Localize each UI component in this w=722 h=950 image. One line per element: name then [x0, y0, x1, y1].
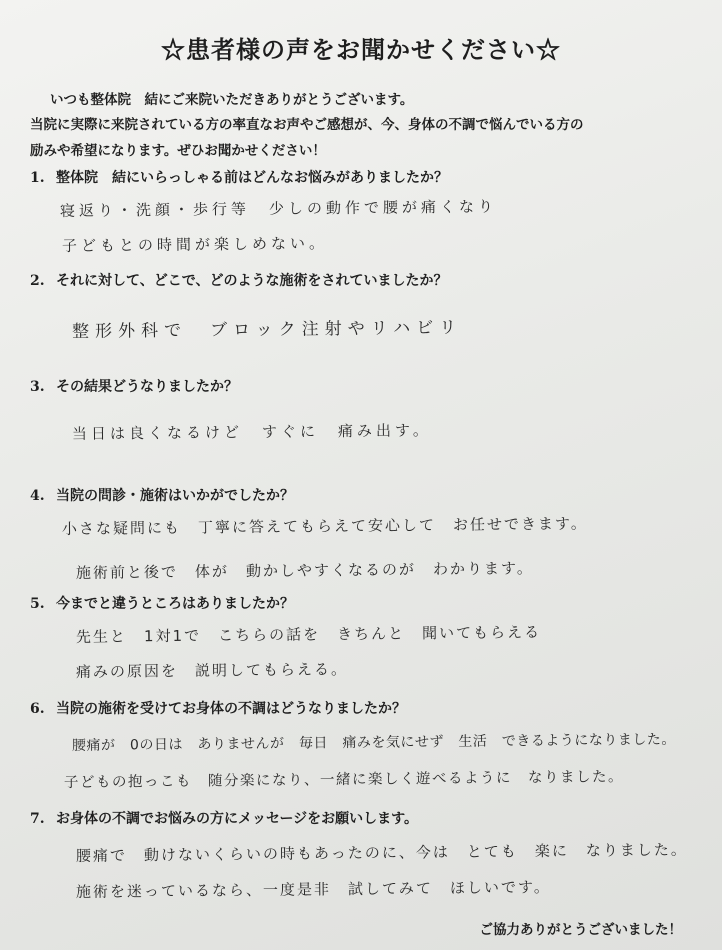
question-6	[30, 698, 406, 718]
question-number: 2.	[30, 273, 45, 289]
question-text: 整体院 結にいらっしゃる前はどんなお悩みがありましたか？	[56, 170, 448, 186]
answer-5-line-1: 先生と 1対1で こちらの話を きちんと 聞いてもらえる	[75, 623, 542, 646]
question-text: 当院の施術を受けてお身体の不調はどうなりましたか？	[56, 701, 406, 717]
page-title: ☆患者様の声をお聞かせください☆	[161, 35, 561, 64]
question-2	[30, 270, 447, 290]
question-3	[30, 376, 238, 396]
question-1	[30, 167, 448, 187]
intro-line-1: いつも整体院 結にご来院いただきありがとうございます。	[50, 92, 414, 108]
answer-2-line-1: 整形外科で ブロック注射やリハビリ	[71, 317, 463, 342]
question-number: 3.	[30, 379, 45, 395]
answer-1-line-2: 子どもとの時間が楽しめない。	[61, 234, 329, 255]
question-4	[30, 485, 294, 505]
question-number: 1.	[30, 170, 45, 186]
answer-5-line-2: 痛みの原因を 説明してもらえる。	[75, 660, 349, 681]
question-7	[30, 808, 418, 828]
intro-line-3: 励みや希望になります。ぜひお聞かせください！	[30, 143, 326, 159]
answer-4-line-2: 施術前と後で 体が 動かしやすくなるのが わかります。	[75, 559, 534, 582]
question-text: 当院の問診・施術はいかがでしたか？	[56, 488, 294, 504]
question-number: 4.	[30, 488, 45, 504]
closing-message: ご協力ありがとうございました！	[479, 922, 682, 938]
answer-7-line-1: 腰痛で 動けないくらいの時もあったのに、今は とても 楽に なりました。	[75, 840, 688, 865]
answer-3-line-1: 当日は良くなるけど すぐに 痛み出す。	[71, 421, 432, 443]
question-text: 今までと違うところはありましたか？	[56, 596, 294, 612]
question-text: お身体の不調でお悩みの方にメッセージをお願いします。	[56, 811, 419, 827]
intro-line-2: 当院に実際に来院されている方の率直なお声やご感想が、今、身体の不調で悩んでいる方の	[30, 117, 584, 133]
answer-6-line-1: 腰痛が 0の日は ありませんが 毎日 痛みを気にせず 生活 できるようになりました。	[71, 731, 676, 754]
question-text: その結果どうなりましたか？	[56, 379, 238, 395]
answer-1-line-1: 寝返り・洗顔・歩行等 少しの動作で腰が痛くなり	[59, 197, 498, 220]
answer-7-line-2: 施術を迷っているなら、一度是非 試してみて ほしいです。	[75, 878, 551, 901]
question-number: 5.	[30, 596, 45, 612]
answer-6-line-2: 子どもの抱っこも 随分楽になり、一緒に楽しく遊べるように なりました。	[63, 769, 625, 791]
question-5	[30, 593, 294, 613]
question-text: それに対して、どこで、どのような施術をされていましたか？	[56, 273, 448, 289]
answer-4-line-1: 小さな疑問にも 丁寧に答えてもらえて安心して お任せできます。	[61, 514, 588, 538]
question-number: 6.	[30, 701, 45, 717]
question-number: 7.	[30, 811, 45, 827]
